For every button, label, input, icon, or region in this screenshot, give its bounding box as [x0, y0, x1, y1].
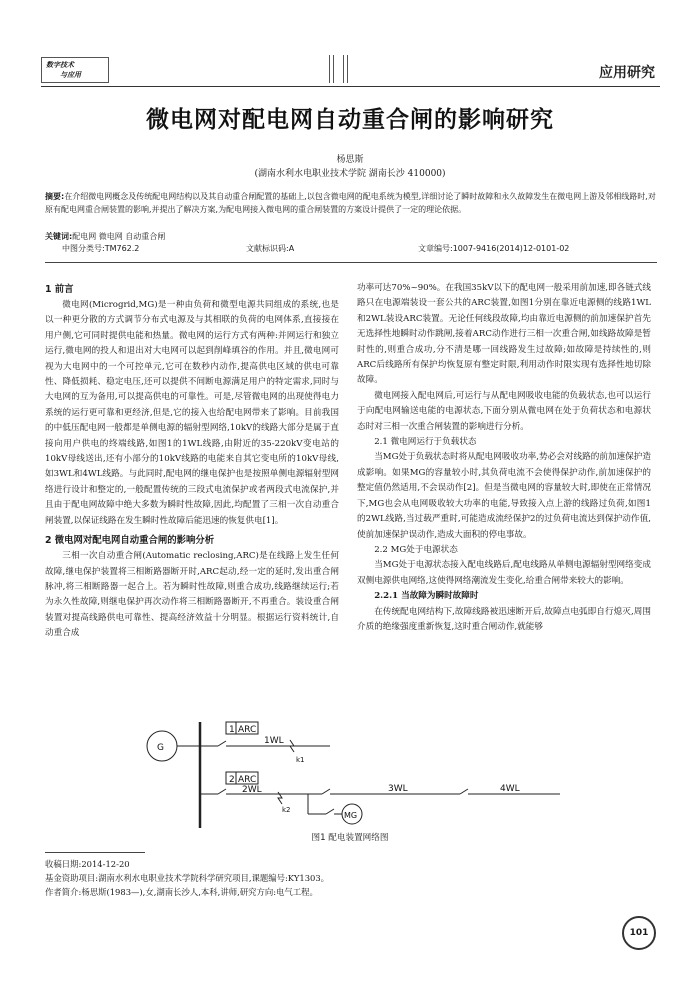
document-code: 文献标识码:A [246, 244, 295, 253]
paragraph: 微电网接入配电网后,可运行与从配电网吸收电能的负载状态,也可以运行于向配电网输送电能的电源状态,下面分别从微电网在处于负荷状态和电源状态时对三相一次重合闸装置的影响进行分析。 [357, 390, 651, 432]
subsection-heading: 2.2 MG处于电源状态 [374, 544, 458, 555]
article-title: 微电网对配电网自动重合闸的影响研究 [146, 107, 554, 133]
paragraph: 当MG处于电源状态接入配电线路后,配电线路从单侧电源辐射型网络变成双侧电源供电网络,这使得网络潮流发生变化,给重合闸带来较大的影响。 [357, 560, 651, 586]
line-label: 4WL [500, 784, 520, 794]
received-date: 收稿日期:2014-12-20 [45, 859, 130, 869]
arc-label: ARC [238, 725, 257, 735]
paragraph: 当MG处于负载状态时将从配电网吸收功率,势必会对线路的前加速保护造成影响。如果MG的容量较小时,其负荷电流不会使得保护动作,前加速保护的整定值仍然适用,不会误动作[2]。但是当微电网的容量较大时,即使在正常情况下,MG也会从电网吸收较大功率的电能,导致接入点上游的线路过负荷,如图1的2WL线路,当过载严重时,可能造成流经保护2的过负荷电流达到保护动作值,使前加速保护误动作,造成大面积的停电事故。 [357, 452, 651, 540]
affiliation: (湖南水利水电职业技术学院 湖南长沙 410000) [254, 169, 446, 179]
arc-label: ARC [238, 775, 257, 785]
keywords-label: 关键词: [45, 232, 73, 241]
right-column [357, 281, 651, 635]
abstract-rule [45, 262, 657, 263]
section-tag: 应用研究 [599, 65, 655, 81]
line-label: 1WL [264, 736, 284, 746]
fault-k1 [290, 740, 294, 752]
fault-label: k2 [282, 806, 291, 814]
section-heading: 2 微电网对配电网自动重合闸的影响分析 [45, 535, 215, 547]
clc-number: 中图分类号:TM762.2 [62, 244, 140, 253]
footnote-rule [45, 852, 145, 853]
paragraph: 功率可达70%~90%。在我国35kV以下的配电网一般采用前加速,即各链式线路只在电源端装设一套公共的ARC装置,如图1分别在靠近电源侧的线路1WL和2WL装设ARC装置。无论任何线段故障,均由靠近电源侧的前加速保护首先无选择性地瞬时动作跳闸,接着ARC动作进行三相一次重合闸,如线路故障是暂时性的,则重合成功,分不清是哪一回线路发生过故障;如故障是持续性的,则ARC后线路所有保护均恢复原有整定时限,利用动作时限实现有选择性地切除故障。 [357, 283, 651, 386]
gen-label: G [157, 743, 164, 753]
paragraph: 在传统配电网结构下,故障线路被迅速断开后,故障点电弧即自行熄灭,周围介质的绝缘强度重新恢复,这时重合闸动作,就能够 [357, 606, 651, 632]
footnotes [45, 857, 329, 899]
line-label: 2WL [242, 785, 262, 795]
network-diagram [130, 710, 570, 828]
header-divider [343, 55, 348, 83]
subsection-heading: 2.1 微电网运行于负载状态 [374, 437, 477, 448]
keywords-text: 配电网 微电网 自动重合闸 [72, 232, 166, 241]
paragraph: 微电网(Microgrid,MG)是一种由负荷和微型电源共同组成的系统,也是以一种更分散的方式调节分布式电源及与其相联的负荷的电网体系,直接接在用户侧,它可同时提供电能和热量。微电网的运行方式有两种:并网运行和独立运行,微电网的投人和退出对大电网可以起到削峰填谷的作用。并且,微电网可视为大电网中的一个可控单元,它可在数秒内动作,提高供电区域的供电可靠性、降低损耗、稳定电压,还可以提供不间断电源满足用户的特定需求,同时与大电网的互为备用,可以提高供电的可靠性。可是,尽管微电网的出现使得电力系统的运行更可靠和更经济,但是,它的接入也给配电网带来了影响。目前我国的中低压配电网一般都是单侧电源的辐射型网络,10kV的线路大部分是属于直接向用户供电的终端线路,如图1的1WL线路,由附近的35-220kV变电站的10kV母线送出,还有小部分的10kV线路的电能来自其它变电所的10kV母线,如3WL和4WL线路。与此同时,配电网的继电保护也是按照单侧电源辐射型网络进行设计和整定的,一般配置传统的三段式电流保护或者两段式电流保护,并且由于配电网故障中绝大多数为瞬时性故障,因此,均配置了三相一次自动重合闸装置,以保证线路在发生瞬时性故障后能迅速的恢复供电[1]。 [45, 300, 339, 526]
fault-label: k1 [296, 756, 305, 764]
abstract-label: 摘要: [45, 192, 65, 201]
article-number: 文章编号:1007-9416(2014)12-0101-02 [418, 244, 570, 253]
fund-info: 基金资助项目:湖南水利水电职业技术学院科学研究项目,课题编号:KY1303。 [45, 873, 330, 883]
journal-logo [41, 57, 109, 83]
page-number: 101 [622, 916, 656, 950]
abstract-text: 在介绍微电网概念及传统配电网结构以及其自动重合闸配置的基础上,以包含微电网的配电系统为模型,详细讨论了瞬时故障和永久故障发生在微电网上游及邻相线路时,对原有配电网重合闸装置的影响,并提出了解决方案,为配电网接入微电网的重合闸装置的方案设计提供了一定的理论依据。 [45, 192, 656, 214]
journal-name-line1: 数字技术 [46, 60, 74, 69]
relay-label: 2 [229, 775, 235, 785]
author: 杨思斯 [336, 155, 364, 165]
author-bio: 作者简介:杨思斯(1983—),女,湖南长沙人,本科,讲师,研究方向:电气工程。 [45, 887, 318, 897]
relay-label: 1 [229, 725, 235, 735]
journal-name-line2: 与应用 [60, 70, 81, 79]
figure-caption: 图1 配电装置网络图 [311, 833, 389, 843]
abstract [45, 190, 657, 216]
left-column [45, 281, 339, 642]
header-divider [329, 55, 334, 83]
keywords [45, 230, 165, 243]
header-rule [41, 86, 660, 87]
subsubsection-heading: 2.2.1 当故障为瞬时故障时 [374, 591, 479, 602]
line-label: 3WL [388, 784, 408, 794]
paragraph: 三相一次自动重合闸(Automatic reclosing,ARC)是在线路上发生任何故障,继电保护装置将三相断路器断开时,ARC起动,经一定的延时,发出重合闸脉冲,将三相断路器一起合上。若为瞬时性故障,则重合成功,线路继续运行;若为永久性故障,则继电保护再次动作将三相断路器断开,不再重合。装设重合闸装置对提高线路供电可靠性、提高经济效益十分明显。根据运行资料统计,自动重合成 [45, 551, 339, 639]
mg-label: MG [344, 811, 358, 820]
page-header [0, 0, 700, 95]
section-heading: 1 前言 [45, 284, 74, 295]
